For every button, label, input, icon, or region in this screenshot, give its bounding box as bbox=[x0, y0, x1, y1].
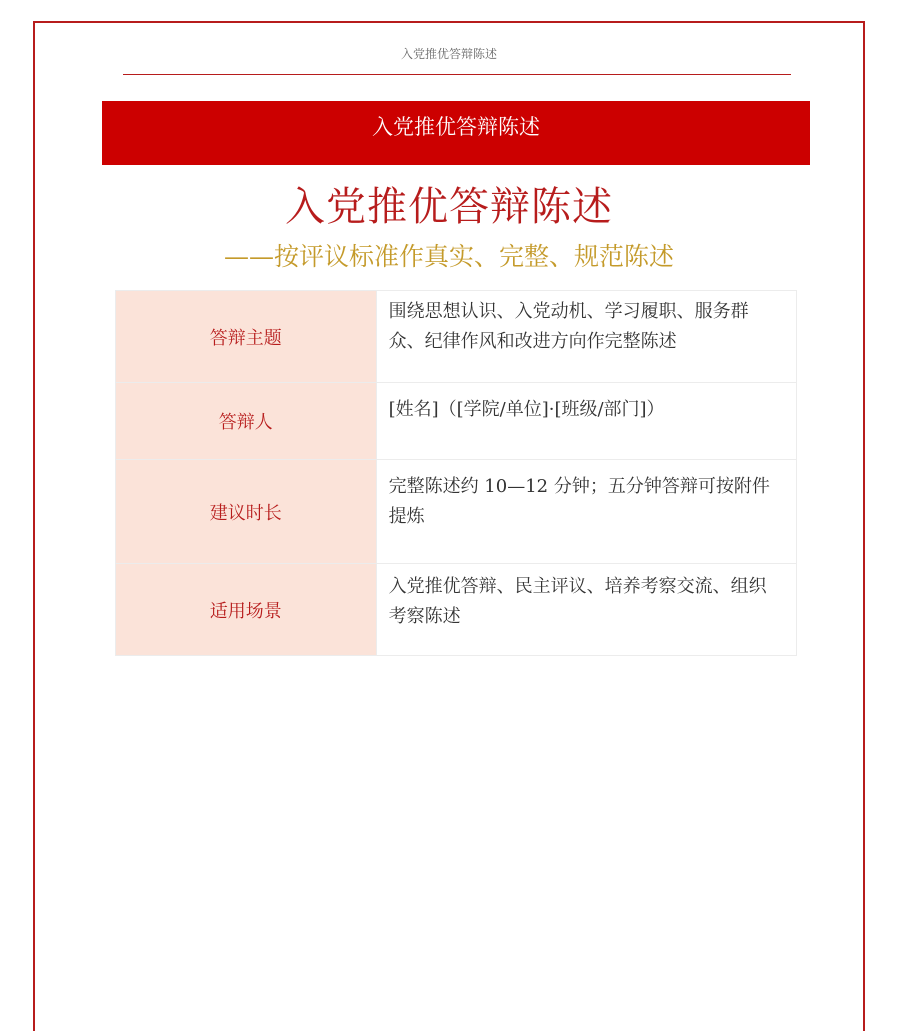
page-subtitle: ——按评议标准作真实、完整、规范陈述 bbox=[223, 242, 674, 271]
banner-title: 入党推优答辩陈述 bbox=[372, 115, 540, 139]
row-label: 答辩人 bbox=[116, 383, 377, 460]
header-rule bbox=[123, 74, 791, 75]
table-row bbox=[116, 383, 797, 460]
title-banner bbox=[102, 101, 810, 165]
row-value: 围绕思想认识、入党动机、学习履职、服务群众、纪律作风和改进方向作完整陈述 bbox=[376, 291, 796, 383]
page-title: 入党推优答辩陈述 bbox=[285, 184, 613, 230]
table-row bbox=[116, 564, 797, 656]
row-value: 完整陈述约 10—12 分钟；五分钟答辩可按附件提炼 bbox=[376, 460, 796, 564]
table-row bbox=[116, 460, 797, 564]
row-label: 建议时长 bbox=[116, 460, 377, 564]
row-value: 入党推优答辩、民主评议、培养考察交流、组织考察陈述 bbox=[376, 564, 796, 656]
row-value: [姓名]（[学院/单位]·[班级/部门]） bbox=[376, 383, 796, 460]
page-frame bbox=[33, 21, 865, 1031]
row-label: 答辩主题 bbox=[116, 291, 377, 383]
table-row bbox=[116, 291, 797, 383]
running-header: 入党推优答辩陈述 bbox=[400, 47, 497, 61]
row-label: 适用场景 bbox=[116, 564, 377, 656]
info-table bbox=[115, 290, 797, 656]
